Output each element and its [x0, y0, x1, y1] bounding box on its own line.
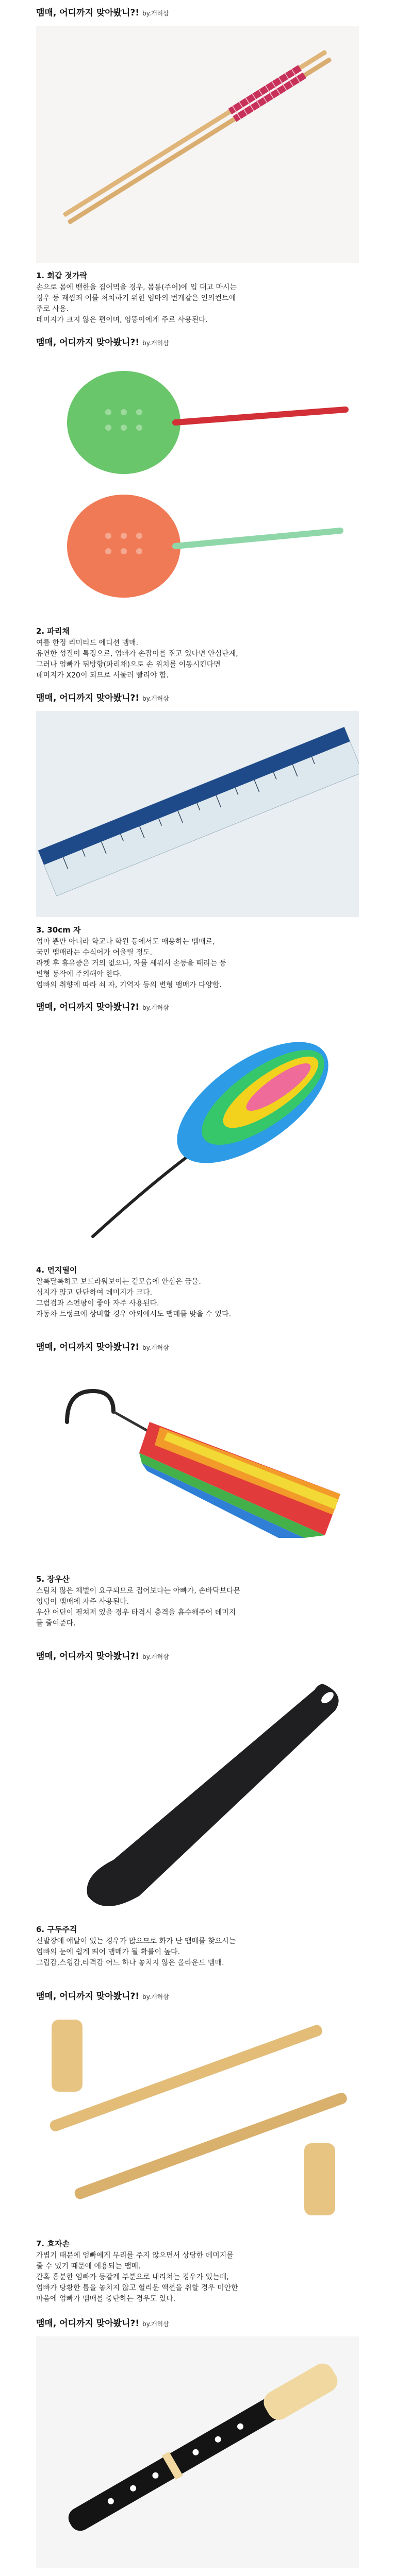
section-header: 맴매, 어디까지 맞아봤니?! by.개허삼: [36, 8, 169, 18]
shoehorn-image: [36, 1669, 359, 1917]
item-caption-3: 3. 30cm 자 엄마 뿐만 아니라 학교나 학원 등에서도 애용하는 맴매로, 국민 맴매라는 수식어가 어울릴 정도. 라켓 후 휴유증은 거의 없으나, 자를 세워서 손등을 때리는 등 변형 동작에 주의해야 한다. 엄빠의 취향에 따라 쇠 자, 기역자 등의 변형 맴매가 다양함.: [36, 925, 227, 989]
section-header: 맴매, 어디까지 맞아봤니?! by.개허삼: [36, 1651, 169, 1662]
section-header: 맴매, 어디까지 맞아봤니?! by.개허삼: [36, 1991, 169, 2002]
section-header: 맴매, 어디까지 맞아봤니?! by.개허삼: [36, 1002, 169, 1012]
item-caption-6: 6. 구두주걱 신발장에 얘달여 있는 경우가 많으므로 화가 난 맴매를 찾으시는 엄빠의 눈에 쉽게 띄어 맴매가 될 확률이 높다. 그립감,스윙감,타격감 어느 하나 놓치지 않은 올라운드 맴매.: [36, 1925, 236, 1967]
chopsticks-image: [36, 26, 359, 263]
item-caption-5: 5. 장우산 스팀치 많은 체벌이 요구되므로 집어보다는 아빠가, 손바닥보다믄 엉덩이 맴매에 자주 사용된다. 우산 어딘이 펼쳐져 있을 경우 타격시 충격을 흡수해주어 데미지 를 줄여준다.: [36, 1574, 241, 1628]
umbrella-image: [36, 1360, 359, 1566]
item-caption-1: 1. 회갑 젓가락 손으로 몸에 밴한을 집어먹을 경우, 몸통(주어)에 입 대고 마시는 경우 등 괘씸죄 이를 처치하기 위한 엄마의 번개같은 인의컨트에 주로 사용. 데미지가 크지 않은 편이며, 엉뚱이에게 주로 사용된다.: [36, 271, 237, 324]
item-caption-2: 2. 파리채 여름 한정 리미티드 에디션 맴매. 유연한 성질이 특징으로, 엄빠가 손잡이를 쥐고 있다면 안심단계, 그러나 엄빠가 뒤방향(파리채)으로 손 위치를 이동시킨다면 데미지가 X20이 되므로 서둘러 빨리야 함.: [36, 626, 238, 680]
feather-duster-image: [36, 1020, 359, 1257]
back-scratcher-image: [36, 2009, 359, 2231]
section-header: 맴매, 어디까지 맞아봤니?! by.개허삼: [36, 1342, 169, 1352]
section-header: 맴매, 어디까지 맞아봤니?! by.개허삼: [36, 2318, 169, 2329]
recorder-image: [36, 2336, 359, 2568]
item-caption-4: 4. 먼지떨이 알록달록하고 보드라워보이는 겉모습에 안심은 금물. 심지가 얇고 단단하여 데미지가 크다. 그럼검과 스펀팡이 좋아 자주 사용된다. 자동차 트렁크에 상비할 경우 야외에서도 맴매를 맞을 수 있다.: [36, 1265, 232, 1318]
section-header: 맴매, 어디까지 맞아봤니?! by.개허삼: [36, 337, 169, 348]
section-header: 맴매, 어디까지 맞아봤니?! by.개허삼: [36, 693, 169, 703]
ruler-image: [36, 711, 359, 917]
fly-swatter-image: [36, 355, 359, 618]
item-caption-7: 7. 효자손 가볍기 때문에 엄빠에게 무리를 주지 않으면서 상당한 데미지를 줄 수 있기 때문에 애용되는 맴매. 간혹 흥분한 엄빠가 등같게 부분으로 내리쳐는 경우가 있는데, 엄빠가 당황한 틈을 놓치지 않고 헐리운 액션을 취할 경우 미안한 마음에 엄빠가 맴매를 중단하는 경우도 있다.: [36, 2239, 238, 2303]
